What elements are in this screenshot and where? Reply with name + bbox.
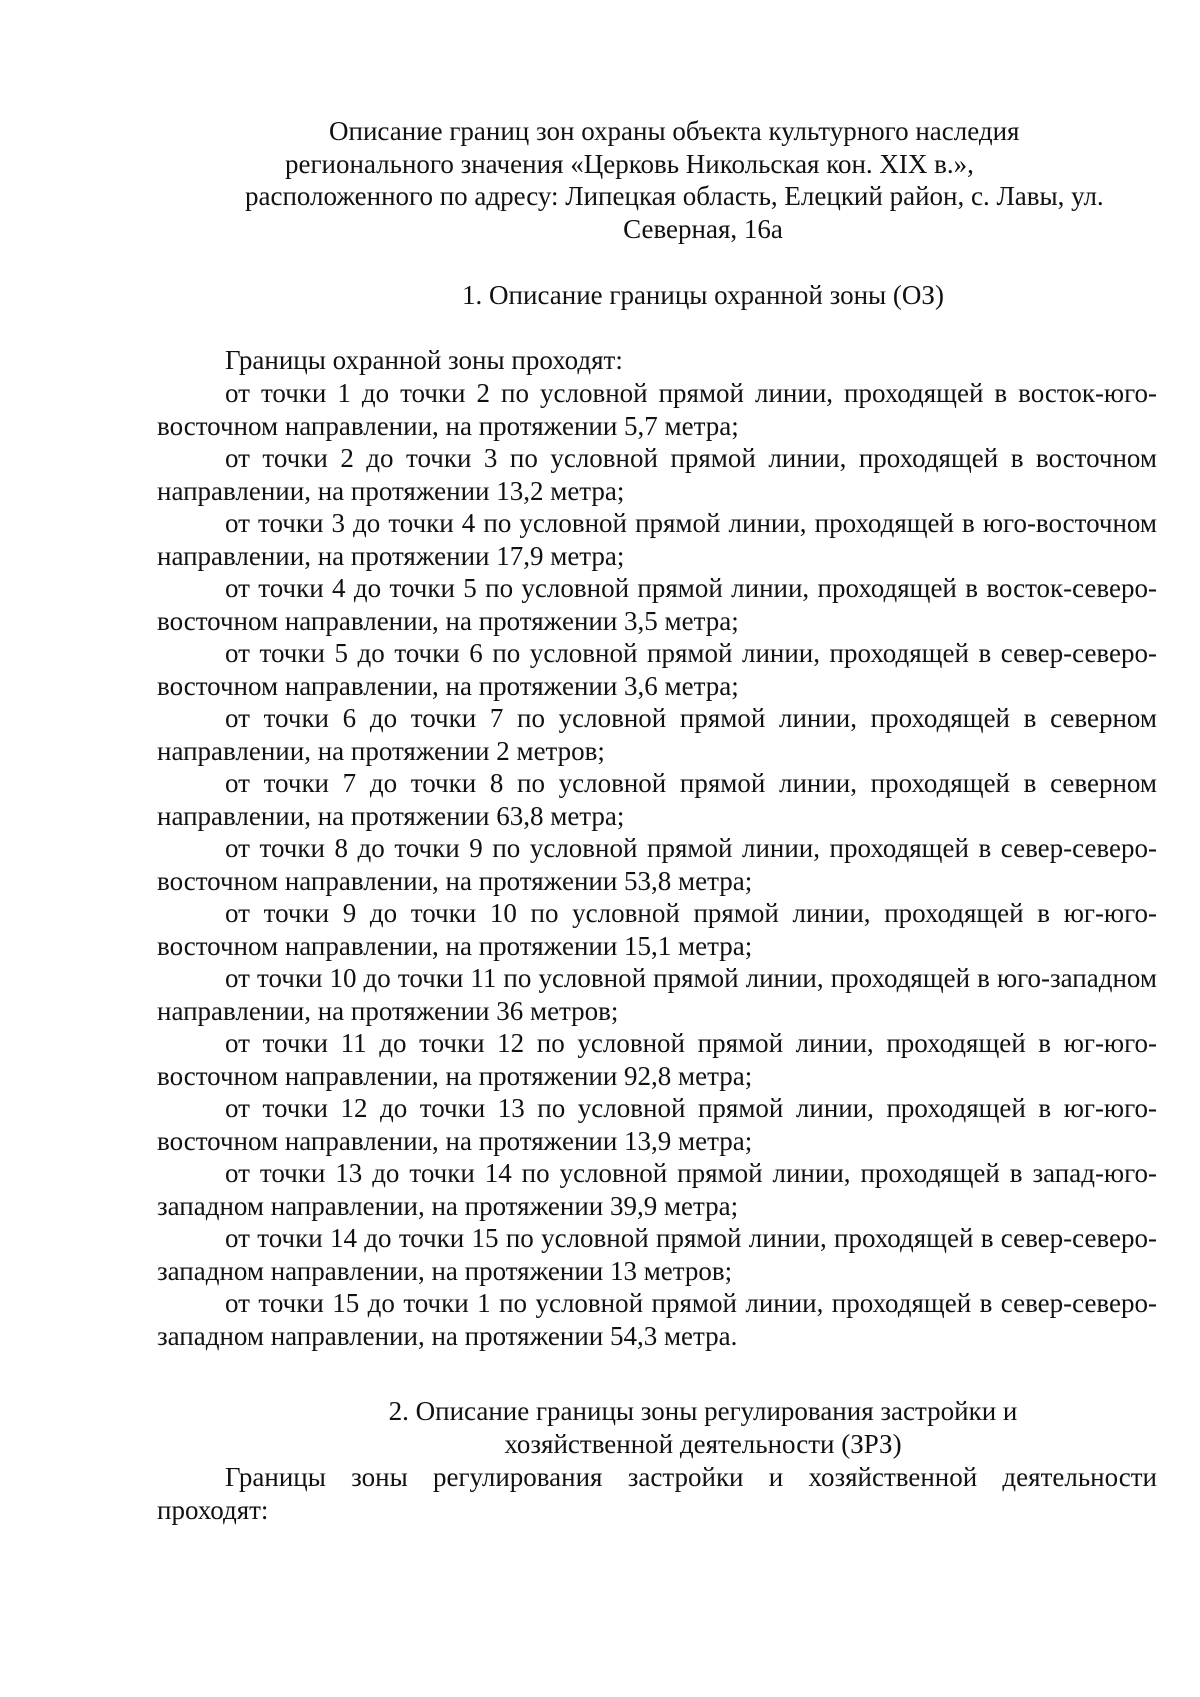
title-line-2: регионального значения «Церковь Никольская кон. XIX в.», [285,148,974,179]
boundary-item: от точки 4 до точки 5 по условной прямой линии, проходящей в восток-северо-восточном направлении, на протяжении 3,5 метра; [157,573,1157,636]
section-2-heading-line-2: хозяйственной деятельности (ЗРЗ) [504,1428,902,1459]
boundary-item: от точки 14 до точки 15 по условной прямой линии, проходящей в север-северо-западном направлении, на протяжении 13 метров; [157,1223,1157,1286]
boundary-item: от точки 9 до точки 10 по условной прямой линии, проходящей в юг-юго-восточном направлении, на протяжении 15,1 метра; [157,898,1157,961]
title-line-4: Северная, 16а [623,213,783,244]
title-line-3: расположенного по адресу: Липецкая область, Елецкий район, с. Лавы, ул. [245,181,1104,211]
boundary-item: от точки 13 до точки 14 по условной прямой линии, проходящей в запад-юго-западном направлении, на протяжении 39,9 метра; [157,1158,1157,1221]
section-2-heading-line-1: 2. Описание границы зоны регулирования застройки и [388,1396,1018,1426]
boundary-item: от точки 6 до точки 7 по условной прямой линии, проходящей в северном направлении, на протяжении 2 метров; [157,703,1157,766]
section-1-intro [157,344,1157,377]
section-1-boundary-list [157,377,1157,1352]
title-line-1: Описание границ зон охраны объекта культурного наследия [329,116,1020,146]
section-1-heading [157,279,1157,312]
boundary-item: от точки 15 до точки 1 по условной прямой линии, проходящей в север-северо-западном направлении, на протяжении 54,3 метра. [157,1288,1157,1351]
section-2-intro [157,1461,1157,1526]
section-1-heading-text: 1. Описание границы охранной зоны (ОЗ) [462,280,944,310]
boundary-item: от точки 7 до точки 8 по условной прямой линии, проходящей в северном направлении, на протяжении 63,8 метра; [157,768,1157,831]
boundary-item: от точки 12 до точки 13 по условной прямой линии, проходящей в юг-юго-восточном направлении, на протяжении 13,9 метра; [157,1093,1157,1156]
section-2-heading [157,1395,1157,1460]
boundary-item: от точки 11 до точки 12 по условной прямой линии, проходящей в юг-юго-восточном направлении, на протяжении 92,8 метра; [157,1028,1157,1091]
section-2-intro-text: Границы зоны регулирования застройки и хозяйственной деятельности проходят: [157,1462,1157,1525]
boundary-item: от точки 2 до точки 3 по условной прямой линии, проходящей в восточном направлении, на протяжении 13,2 метра; [157,443,1157,506]
document-page [157,0,1157,1697]
boundary-item: от точки 8 до точки 9 по условной прямой линии, проходящей в север-северо-восточном направлении, на протяжении 53,8 метра; [157,833,1157,896]
boundary-item: от точки 10 до точки 11 по условной прямой линии, проходящей в юго-западном направлении, на протяжении 36 метров; [157,963,1157,1026]
document-title [157,115,1157,245]
boundary-item: от точки 5 до точки 6 по условной прямой линии, проходящей в север-северо-восточном направлении, на протяжении 3,6 метра; [157,638,1157,701]
boundary-item: от точки 1 до точки 2 по условной прямой линии, проходящей в восток-юго-восточном направлении, на протяжении 5,7 метра; [157,378,1157,441]
section-1-intro-text: Границы охранной зоны проходят: [225,345,623,375]
boundary-item: от точки 3 до точки 4 по условной прямой линии, проходящей в юго-восточном направлении, на протяжении 17,9 метра; [157,508,1157,571]
